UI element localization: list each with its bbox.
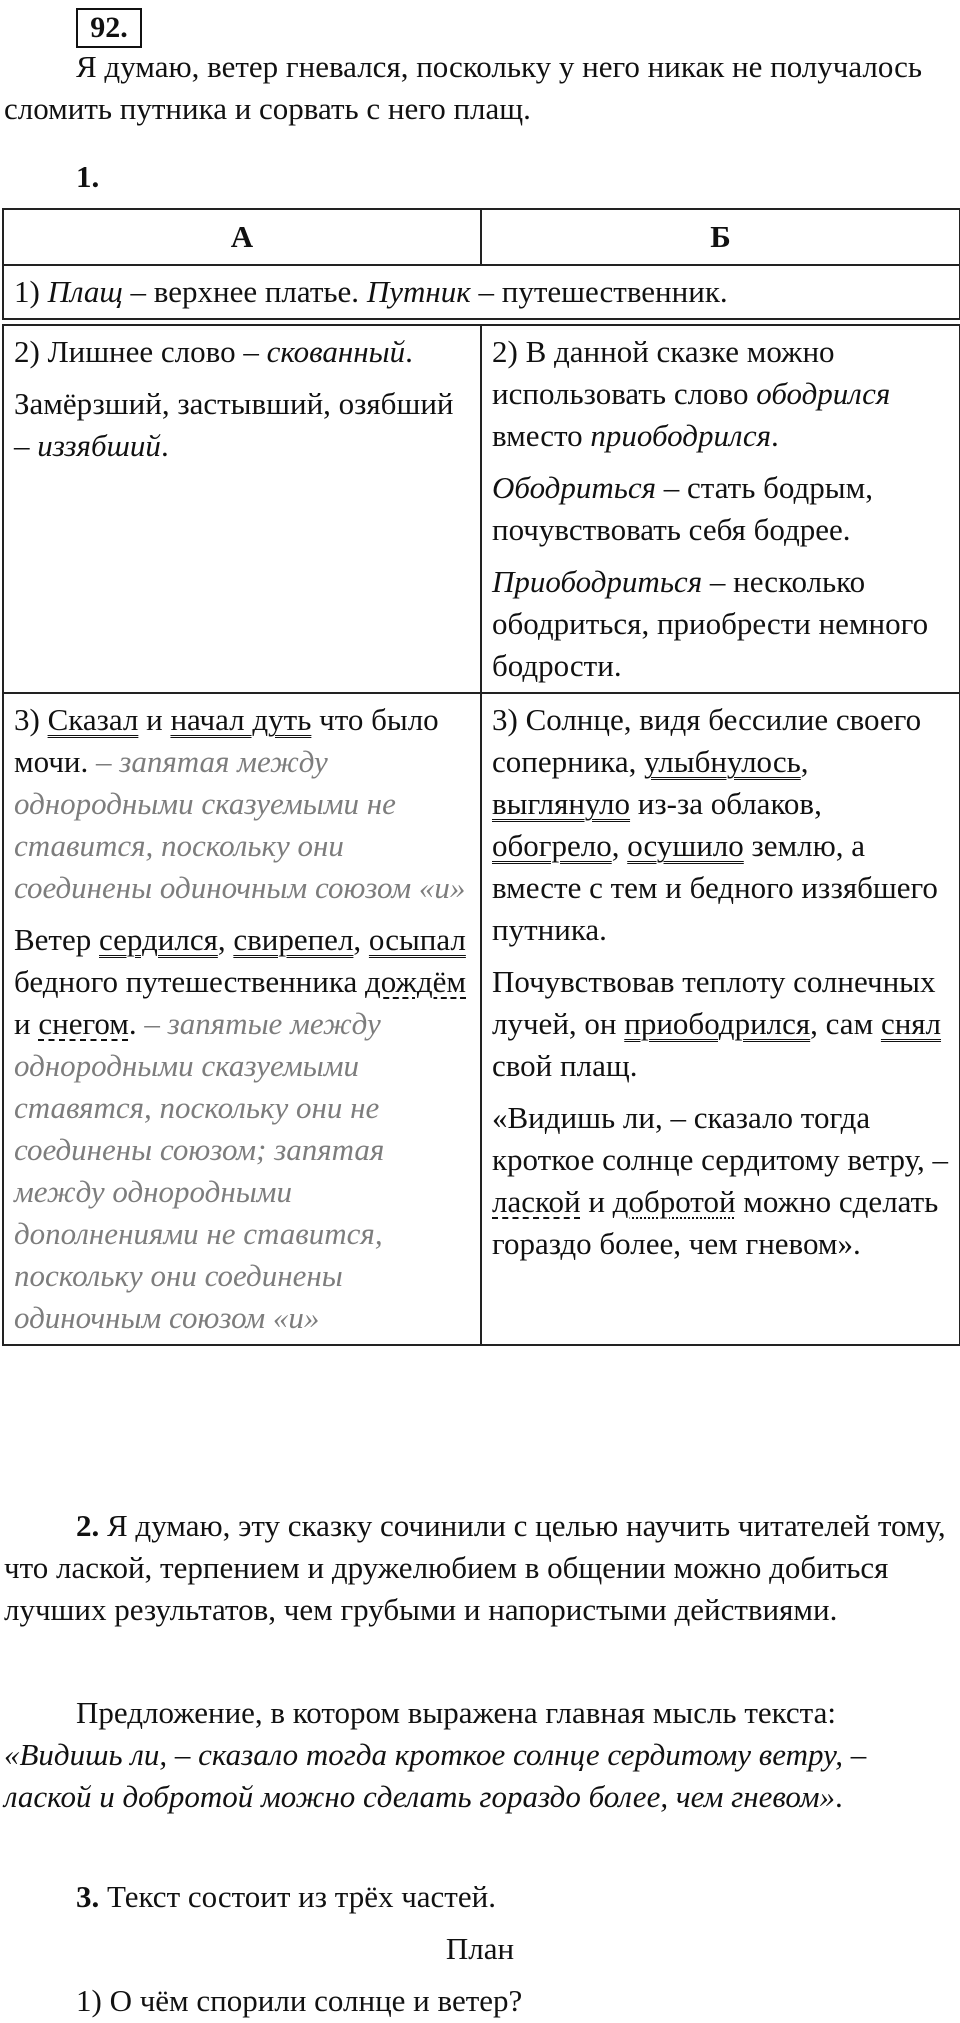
row-1-word-2: Путник [366, 274, 471, 309]
text-span: 2) Лишнее слово – [14, 334, 267, 369]
word-ободрился: ободрился [756, 376, 891, 411]
text-span: , [217, 922, 234, 957]
text-span: свой плащ. [492, 1048, 638, 1083]
row-3-column-a [3, 693, 481, 1345]
predicate: осушило [627, 828, 744, 863]
predicate: осыпал [368, 922, 466, 957]
object: добротой [612, 1184, 736, 1219]
row-2-b-paragraph-1 [492, 331, 949, 457]
text-span: 2) В данной сказке можно использовать слово [492, 334, 835, 411]
main-idea-intro: Предложение, в котором выражена главная мысль текста: [76, 1695, 836, 1730]
text-span: бедного путешественника [14, 964, 365, 999]
row-1-definition-2: – путешественник. [470, 274, 728, 309]
row-1-cell [3, 265, 960, 319]
main-idea-end: . [835, 1779, 843, 1814]
row-2-column-a [3, 325, 481, 693]
row-2-b-paragraph-2 [492, 467, 949, 551]
row-2-a-paragraph-2 [14, 383, 470, 467]
row-3-b-paragraph-2 [492, 961, 949, 1087]
table-row-3 [3, 693, 960, 1345]
row-3-column-b [481, 693, 960, 1345]
row-1-definition-1: – верхнее платье. [122, 274, 367, 309]
row-2-column-b [481, 325, 960, 693]
column-b-header: Б [481, 209, 960, 265]
row-3-b-paragraph-3 [492, 1097, 949, 1265]
text-span: Почувствовав теплоту солнечных лучей, он [492, 964, 936, 1041]
row-3-a-paragraph-1 [14, 699, 470, 909]
text-span: . [128, 1006, 137, 1041]
row-2-b-paragraph-3 [492, 561, 949, 687]
table-row-2 [3, 325, 960, 693]
main-idea-quote: «Видишь ли, – сказало тогда кроткое солнце сердитому ветру, – лаской и добротой можно сделать гораздо более, чем гневом» [4, 1737, 867, 1814]
text-span: землю, а вместе с тем и бедного иззябшего путника. [492, 828, 938, 947]
predicate: выглянуло [492, 786, 631, 821]
main-idea-paragraph [4, 1692, 954, 1818]
predicate: приободрился [624, 1006, 811, 1041]
text-span: можно сделать гораздо более, чем гневом». [492, 1184, 939, 1261]
predicate: снял [880, 1006, 942, 1041]
predicate: сердился [99, 922, 218, 957]
row-3-b-paragraph-1 [492, 699, 949, 951]
text-span: – несколько ободриться, приобрести немного бодрости. [492, 564, 929, 683]
term-word: Ободриться [492, 470, 657, 505]
text-span: «Видишь ли, – сказало тогда кроткое солнце сердитому ветру, – [492, 1100, 948, 1177]
plan-item-1: 1) О чём спорили солнце и ветер? [76, 1983, 523, 2018]
text-span: что было мочи. [14, 702, 439, 779]
text-span: Ветер [14, 922, 99, 957]
object: дождём [364, 964, 467, 999]
punctuation-note: – запятые между однородными сказуемыми ставятся, поскольку они не соединены союзом; запятая между однородными дополнениями не ставится, поскольку они соединены одиночным союзом «и» [14, 1006, 385, 1335]
predicate: Сказал [47, 702, 139, 737]
section-1-label: 1. [76, 159, 100, 194]
section-3-label: 3. [76, 1879, 100, 1914]
predicate: начал дуть [170, 702, 312, 737]
object: лаской [492, 1184, 581, 1219]
text-span: из-за облаков, [630, 786, 822, 821]
word-приободрился: приободрился [590, 418, 772, 453]
text-span: вместо [492, 418, 591, 453]
extra-word: скованный [266, 334, 406, 369]
answer-table-header [2, 208, 960, 320]
predicate: улыбнулось [644, 744, 801, 779]
term-word: Приободриться [492, 564, 703, 599]
text-span: – стать бодрым, почувствовать себя бодрее. [492, 470, 873, 547]
predicate: свирепел [233, 922, 354, 957]
row-1-text [14, 271, 949, 313]
section-2-text: Я думаю, эту сказку сочинили с целью научить читателей тому, что лаской, терпением и дружелюбием в общении можно добиться лучших результатов, чем грубыми и напористыми действиями. [4, 1508, 946, 1627]
text-span: . [405, 334, 413, 369]
text-span: и [580, 1184, 613, 1219]
answer-table-body [2, 324, 960, 1346]
row-1-number: 1) [14, 274, 48, 309]
text-span: , [611, 828, 628, 863]
plan-title: План [445, 1931, 515, 1966]
object: снегом [38, 1006, 129, 1041]
table-header-row [3, 209, 960, 265]
row-1-word-1: Плащ [47, 274, 123, 309]
table-row-1 [3, 265, 960, 319]
punctuation-note: – запятая между однородными сказуемыми не ставится, поскольку они соединены одиночным союзом «и» [14, 744, 466, 905]
text-span: . [771, 418, 779, 453]
section-2-paragraph [4, 1505, 954, 1631]
section-3-paragraph [4, 1876, 954, 1918]
synonym-word: иззябший [37, 428, 161, 463]
text-span: и [138, 702, 171, 737]
text-span: 3) Солнце, видя бессилие своего соперника, [492, 702, 922, 779]
text-span: , сам [810, 1006, 881, 1041]
text-span: , [800, 744, 809, 779]
text-span: Замёрзший, застывший, озябший – [14, 386, 454, 463]
exercise-number: 92. [76, 8, 142, 48]
section-3-text: Текст состоит из трёх частей. [99, 1879, 496, 1914]
text-span: и [14, 1006, 39, 1041]
predicate: обогрело [492, 828, 612, 863]
text-span: . [160, 428, 169, 463]
text-span: 3) [14, 702, 48, 737]
row-3-a-paragraph-2 [14, 919, 470, 1339]
intro-paragraph: Я думаю, ветер гневался, поскольку у него никак не получалось сломить путника и сорвать с него плащ. [4, 49, 923, 126]
row-2-a-paragraph-1 [14, 331, 470, 373]
text-span: , [353, 922, 369, 957]
column-a-header: А [3, 209, 481, 265]
section-2-label: 2. [76, 1508, 100, 1543]
